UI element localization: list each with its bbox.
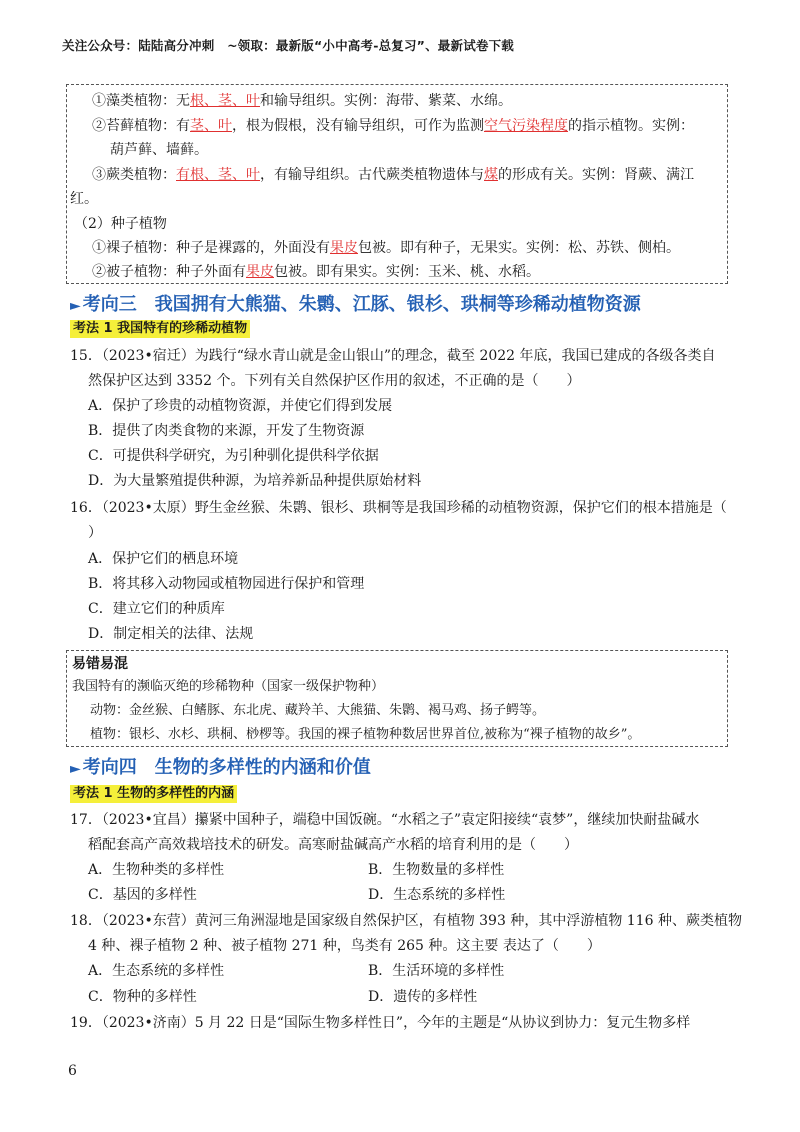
question-16-option-c: C．建立它们的种质库 — [88, 601, 225, 617]
question-16-line2: ） — [88, 525, 102, 541]
question-15-option-a: A．保护了珍贵的动植物资源，并使它们得到发展 — [88, 398, 393, 414]
question-16-line1: 16．（2023•太原）野生金丝猴、朱鹮、银杉、珙桐等是我国珍稀的动植物资源，保护它们的根本措施是（ — [70, 500, 727, 516]
fern-line: ③蕨类植物：有根、茎、叶，有输导组织。古代蕨类植物遗体与煤的形成有关。实例：肾蕨、满江 — [92, 167, 694, 183]
kaofa-tag-rare-species: 考法 1 我国特有的珍稀动植物 — [70, 320, 250, 338]
question-18-option-d: D．遗传的多样性 — [368, 989, 478, 1005]
question-19-line1: 19．（2023•济南）5 月 22 日是“国际生物多样性日”，今年的主题是“从协议到协力：复元生物多样 — [70, 1015, 691, 1031]
question-15-option-d: D．为大量繁殖提供种源，为培养新品种提供原始材料 — [88, 473, 422, 489]
gymnosperm-line: ①裸子植物：种子是裸露的，外面没有果皮包被。即有种子，无果实。实例：松、苏铁、侧柏。 — [92, 240, 680, 256]
question-17-option-b: B．生物数量的多样性 — [368, 862, 505, 878]
moss-line: ②苔藓植物：有茎、叶，根为假根，没有输导组织，可作为监测空气污染程度的指示植物。实例： — [92, 118, 694, 134]
algae-line: ①藻类植物：无根、茎、叶和输导组织。实例：海带、紫菜、水绵。 — [92, 93, 512, 109]
triangle-arrow-icon: ► — [70, 761, 81, 777]
question-15-line1: 15．（2023•宿迁）为践行“绿水青山就是金山银山”的理念，截至 2022 年底，我国已建成的各级各类自 — [70, 348, 716, 364]
section-three-heading: ► 考向三 我国拥有大熊猫、朱鹮、江豚、银杉、珙桐等珍稀动植物资源 — [70, 294, 641, 315]
mistakes-line-intro: 我国特有的濒临灭绝的珍稀物种（国家一级保护物种） — [72, 679, 385, 694]
question-18-option-a: A．生态系统的多样性 — [88, 963, 225, 979]
common-mistakes-title: 易错易混 — [72, 656, 128, 672]
question-15-option-b: B．提供了肉类食物的来源，开发了生物资源 — [88, 423, 365, 439]
question-18-line2: 4 种、裸子植物 2 种、被子植物 271 种，鸟类有 265 种。这主要 表达了（ ） — [88, 938, 601, 954]
question-16-option-a: A．保护它们的栖息环境 — [88, 551, 239, 567]
section-four-heading: ► 考向四 生物的多样性的内涵和价值 — [70, 757, 371, 778]
question-17-line2: 稻配套高产高效栽培技术的研发。高寒耐盐碱高产水稻的培育利用的是（ ） — [88, 837, 578, 853]
question-17-option-d: D．生态系统的多样性 — [368, 887, 506, 903]
triangle-arrow-icon: ► — [70, 298, 81, 314]
angiosperm-line: ②被子植物：种子外面有果皮包被。即有果实。实例：玉米、桃、水稻。 — [92, 264, 540, 280]
question-17-option-a: A．生物种类的多样性 — [88, 862, 225, 878]
question-17-option-c: C．基因的多样性 — [88, 887, 197, 903]
question-15-line2: 然保护区达到 3352 个。下列有关自然保护区作用的叙述，不正确的是（ ） — [88, 373, 581, 389]
question-16-option-b: B．将其移入动物园或植物园进行保护和管理 — [88, 576, 365, 592]
question-15-option-c: C．可提供科学研究，为引种驯化提供科学依据 — [88, 448, 379, 464]
mistakes-line-plants: 植物：银杉、水杉、珙桐、桫椤等。我国的裸子植物种数居世界首位,被称为“裸子植物的故乡”。 — [90, 727, 641, 742]
question-18-line1: 18．（2023•东营）黄河三角洲湿地是国家级自然保护区，有植物 393 种，其中浮游植物 116 种、蕨类植物 — [70, 913, 742, 929]
fern-continuation-line: 红。 — [70, 191, 98, 207]
seed-plants-heading: （2）种子植物 — [74, 216, 167, 232]
question-18-option-c: C．物种的多样性 — [88, 989, 197, 1005]
question-18-option-b: B．生活环境的多样性 — [368, 963, 505, 979]
question-16-option-d: D．制定相关的法律、法规 — [88, 626, 254, 642]
mistakes-line-animals: 动物：金丝猴、白鳍豚、东北虎、藏羚羊、大熊猫、朱鹮、褐马鸡、扬子鳄等。 — [90, 703, 546, 718]
question-17-line1: 17．（2023•宜昌）攥紧中国种子，端稳中国饭碗。“水稻之子”袁定阳接续“袁梦”，继续加快耐盐碱水 — [70, 812, 700, 828]
page-header: 关注公众号：陆陆高分冲刺 ~领取：最新版“小中高考-总复习”、最新试卷下载 — [62, 38, 514, 53]
moss-examples-line: 葫芦藓、墙藓。 — [110, 142, 208, 158]
page-number: 6 — [68, 1063, 77, 1079]
kaofa-tag-diversity: 考法 1 生物的多样性的内涵 — [70, 785, 237, 803]
